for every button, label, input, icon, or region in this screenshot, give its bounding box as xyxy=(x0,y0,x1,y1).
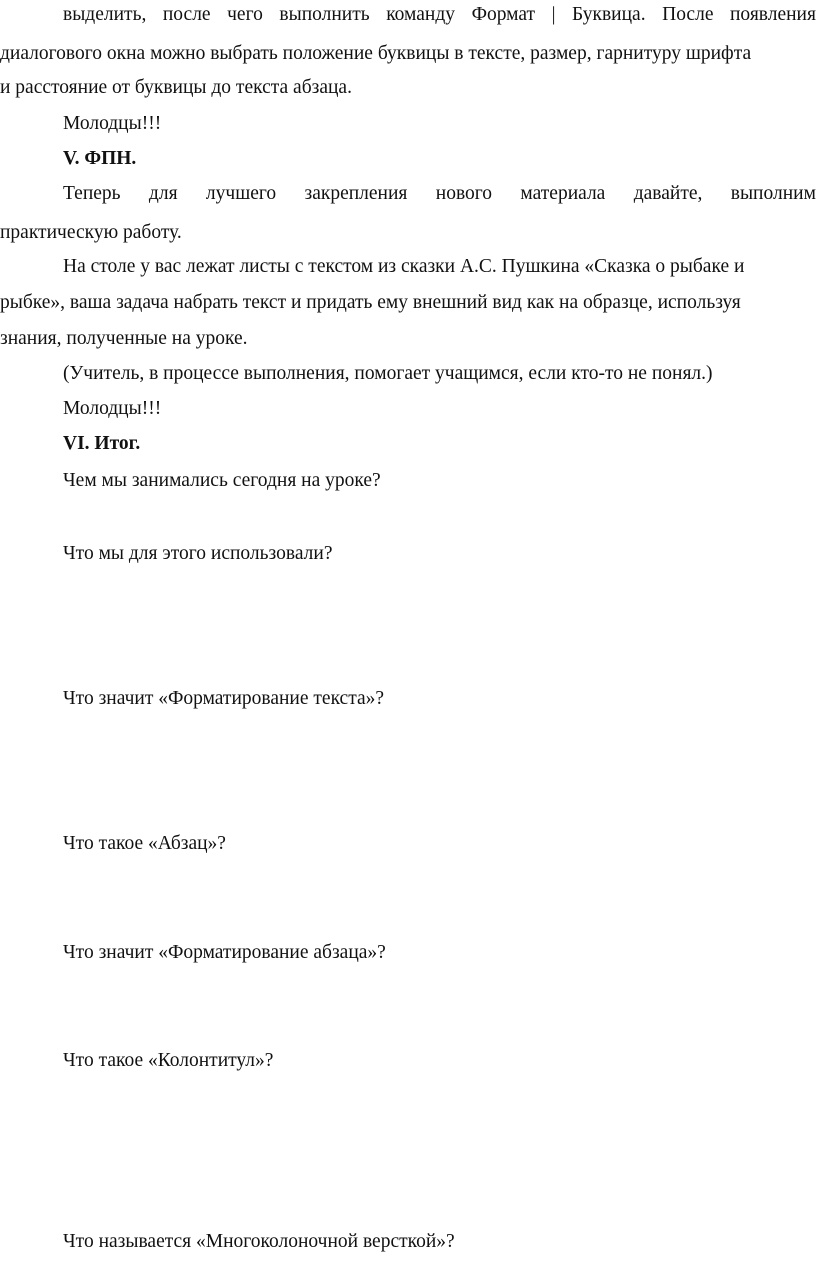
section-heading: VI. Итог. xyxy=(63,433,141,454)
word: появления xyxy=(730,4,816,25)
word: Формат xyxy=(471,4,536,25)
question-line: Что такое «Абзац»? xyxy=(63,833,226,854)
question-line: Что значит «Форматирование абзаца»? xyxy=(63,942,386,963)
word: давайте, xyxy=(633,183,703,204)
question-line: Чем мы занимались сегодня на уроке? xyxy=(63,470,381,491)
paragraph-line: и расстояние от буквицы до текста абзаца. xyxy=(0,77,352,98)
praise-text: Молодцы!!! xyxy=(63,113,162,134)
word: после xyxy=(162,4,211,25)
question-line: Что значит «Форматирование текста»? xyxy=(63,688,385,709)
question-line: Что называется «Многоколоночной версткой»? xyxy=(63,1231,455,1252)
word: выполним xyxy=(730,183,816,204)
word: | xyxy=(551,4,556,25)
word: выделить, xyxy=(63,4,147,25)
word: лучшего xyxy=(205,183,277,204)
word: материала xyxy=(520,183,606,204)
paragraph-line: практическую работу. xyxy=(0,222,182,243)
question-line: Что мы для этого использовали? xyxy=(63,543,333,564)
paragraph-line: На столе у вас лежат листы с текстом из сказки А.С. Пушкина «Сказка о рыбаке и xyxy=(63,256,745,277)
paragraph-line: диалогового окна можно выбрать положение буквицы в тексте, размер, гарнитуру шрифта xyxy=(0,43,752,64)
paragraph-line xyxy=(63,184,816,204)
section-heading: V. ФПН. xyxy=(63,148,137,169)
word: чего xyxy=(227,4,263,25)
teacher-note: (Учитель, в процессе выполнения, помогает учащимся, если кто-то не понял.) xyxy=(63,363,713,384)
word: для xyxy=(148,183,178,204)
word: закрепления xyxy=(304,183,408,204)
word: Буквица. xyxy=(572,4,646,25)
paragraph-line xyxy=(63,5,816,25)
word: команду xyxy=(386,4,456,25)
praise-text: Молодцы!!! xyxy=(63,398,162,419)
word: Теперь xyxy=(63,183,121,204)
question-line: Что такое «Колонтитул»? xyxy=(63,1050,274,1071)
paragraph-line: рыбке», ваша задача набрать текст и придать ему внешний вид как на образце, используя xyxy=(0,292,741,313)
word: выполнить xyxy=(279,4,370,25)
paragraph-line: знания, полученные на уроке. xyxy=(0,328,248,349)
word: нового xyxy=(435,183,493,204)
word: После xyxy=(662,4,714,25)
